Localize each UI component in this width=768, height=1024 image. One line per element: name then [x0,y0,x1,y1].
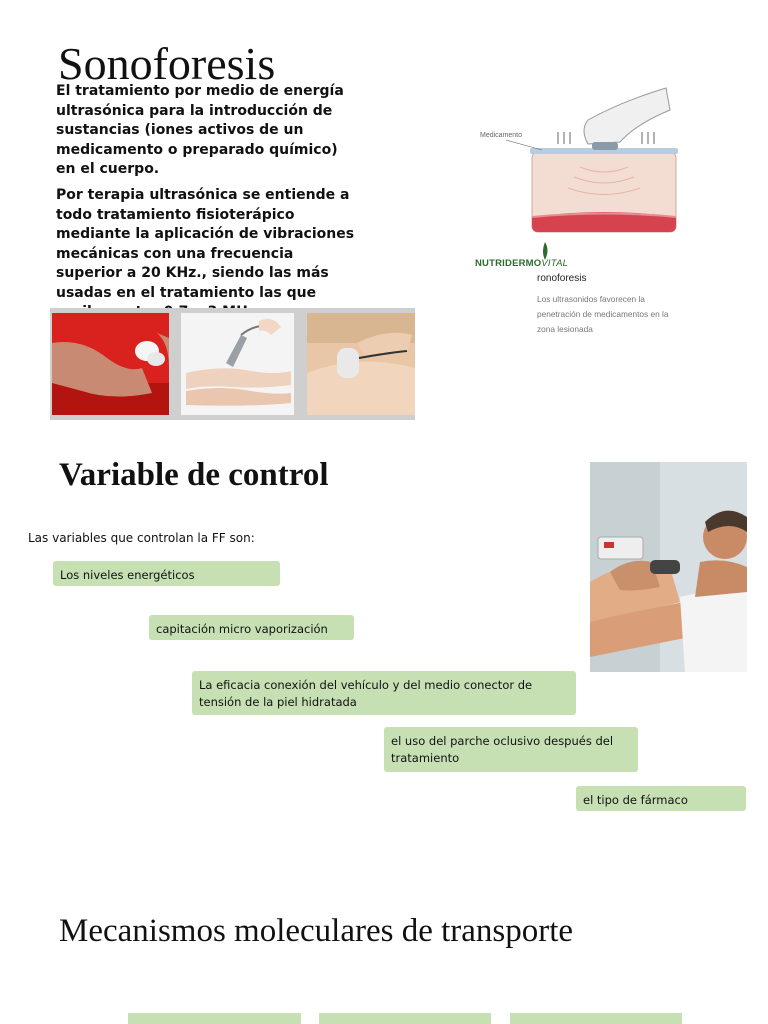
variable-box-5 [576,786,746,811]
variables-intro: Las variables que controlan la FF son: [28,531,255,545]
variable-text: Los niveles energéticos [60,568,195,582]
variable-box-1 [53,561,280,586]
definition-paragraph: El tratamiento por medio de energía ultrasónica para la introducción de sustancias (iones activos de un medicamento o preparado químico) en el cuerpo. [56,83,344,177]
diagram-caption-text: Los ultrasonidos favorecen la penetración de medicamentos en la zona lesionada [537,294,669,334]
variable-box-3 [192,671,576,715]
brand-logo [475,258,568,269]
brand-main: NUTRIDERMO [475,258,542,269]
section-heading-mechanisms: Mecanismos moleculares de transporte [59,913,574,949]
mechanism-box-1 [128,1013,301,1024]
mechanism-box-3 [510,1013,682,1024]
photo-leg-ultrasound [181,313,294,415]
brand-italic: VITAL [541,258,569,269]
photo-hand-treatment [52,313,169,415]
page-title: Sonoforesis [58,38,276,89]
photo-back-ultrasound [307,313,415,415]
mechanism-box-2 [319,1013,491,1024]
variable-text: capitación micro vaporización [156,622,328,636]
section-heading-variables: Variable de control [59,457,329,493]
variable-box-2 [149,615,354,640]
variable-text: La eficacia conexión del vehículo y del medio conector de tensión de la piel hidratada [199,678,533,709]
photo-strip [50,308,415,420]
medication-label: Medicamento [480,132,523,139]
variable-box-4 [384,727,638,772]
photo-knee-treatment [590,462,747,672]
diagram-caption-title: ronoforesis [537,273,587,284]
ultrasound-paragraph: Por terapia ultrasónica se entiende a todo tratamiento fisioterápico mediante la aplicación de vibraciones mecánicas con una frecuencia superior a 20 KHz., siendo las más usadas en el tratamiento las que [56,187,355,301]
variable-text: el tipo de fármaco [583,793,688,807]
variable-text: el uso del parche oclusivo después del tratamiento [391,734,614,765]
